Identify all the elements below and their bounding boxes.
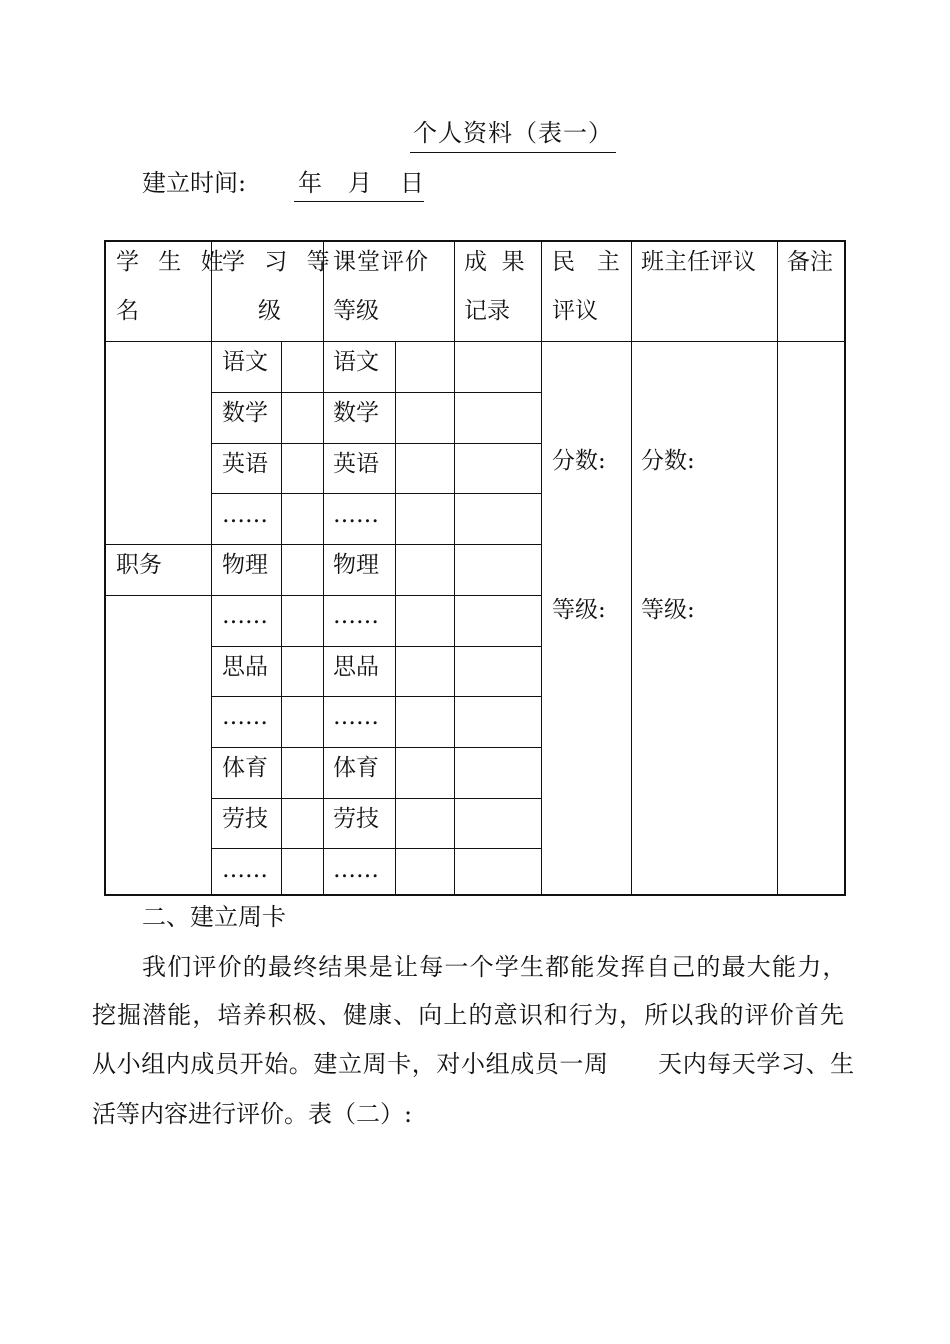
- header-democratic-review-2: 评议: [552, 298, 598, 324]
- subject-cell: 思品: [222, 654, 268, 680]
- row-divider: [211, 696, 541, 697]
- subject-cell: 英语: [222, 451, 268, 477]
- row-divider: [211, 544, 541, 545]
- subject-cell: ……: [333, 857, 379, 883]
- subcol-divider: [281, 341, 282, 896]
- paragraph-line: 挖掘潜能，培养积极、健康、向上的意识和行为，所以我的评价首先: [92, 1001, 845, 1029]
- personal-info-table: [104, 240, 846, 896]
- document-title: 个人资料（表一）: [410, 114, 616, 153]
- header-study-grade-2: 级: [258, 298, 281, 324]
- row-divider: [211, 595, 541, 596]
- subject-cell: 物理: [222, 552, 268, 578]
- subject-cell: ……: [333, 502, 379, 528]
- teacher-score-label: 分数:: [641, 448, 695, 474]
- subject-cell: 体育: [333, 755, 379, 781]
- subject-cell: 数学: [333, 400, 379, 426]
- subject-cell: ……: [222, 502, 268, 528]
- subject-cell: 思品: [333, 654, 379, 680]
- paragraph-line: 从小组内成员开始。建立周卡，对小组成员一周 天内每天学习、生: [92, 1050, 855, 1078]
- col-divider: [631, 242, 632, 896]
- row-divider: [211, 798, 541, 799]
- header-democratic-review: 民 主: [552, 249, 620, 275]
- row-divider: [211, 747, 541, 748]
- subject-cell: 劳技: [222, 806, 268, 832]
- row-divider: [211, 392, 541, 393]
- date-month: 月: [348, 169, 372, 197]
- header-class-evaluation-2: 等级: [333, 298, 379, 324]
- subject-cell: 语文: [333, 349, 379, 375]
- header-study-grade: 学 习 等: [222, 249, 336, 275]
- header-class-evaluation: 课堂评价: [333, 249, 429, 275]
- subject-cell: ……: [333, 704, 379, 730]
- header-result-record-2: 记录: [464, 298, 510, 324]
- row-divider: [106, 544, 211, 545]
- paragraph-line: 我们评价的最终结果是让每一个学生都能发挥自己的最大能力，: [142, 953, 848, 981]
- subject-cell: 劳技: [333, 806, 379, 832]
- row-divider: [211, 646, 541, 647]
- row-divider: [211, 848, 541, 849]
- subject-cell: 数学: [222, 400, 268, 426]
- header-student-name-2: 名: [116, 298, 139, 324]
- date-day: 日: [400, 169, 424, 197]
- subject-cell: 体育: [222, 755, 268, 781]
- row-divider: [211, 493, 541, 494]
- subject-cell: 语文: [222, 349, 268, 375]
- col-divider: [541, 242, 542, 896]
- header-divider: [106, 341, 846, 342]
- subject-cell: 英语: [333, 451, 379, 477]
- teacher-grade-label: 等级:: [641, 597, 695, 623]
- col-divider: [777, 242, 778, 896]
- date-label: 建立时间:: [142, 169, 247, 197]
- header-student-name: 学 生 姓: [116, 249, 230, 275]
- democratic-score-label: 分数:: [552, 448, 606, 474]
- paragraph-line: 活等内容进行评价。表（二）:: [92, 1100, 413, 1128]
- subject-cell: ……: [333, 603, 379, 629]
- subject-cell: 物理: [333, 552, 379, 578]
- democratic-grade-label: 等级:: [552, 597, 606, 623]
- date-year: 年: [298, 169, 322, 197]
- position-label: 职务: [116, 552, 162, 578]
- section-heading: 二、建立周卡: [142, 903, 286, 931]
- header-result-record: 成 果: [464, 249, 525, 275]
- subject-cell: ……: [222, 704, 268, 730]
- row-divider: [211, 443, 541, 444]
- row-divider: [106, 595, 211, 596]
- date-fill-line: [294, 165, 424, 202]
- subject-cell: ……: [222, 857, 268, 883]
- subcol-divider: [395, 341, 396, 896]
- header-remark: 备注: [787, 249, 833, 275]
- header-teacher-review: 班主任评议: [641, 249, 756, 275]
- subject-cell: ……: [222, 603, 268, 629]
